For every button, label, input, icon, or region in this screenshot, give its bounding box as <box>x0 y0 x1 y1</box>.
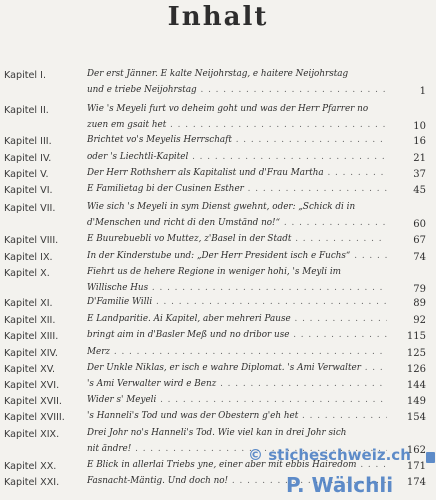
chapter-title-line: Fiehrt us de hehere Regione in weniger hohi, 's Meyli im <box>87 267 341 277</box>
page-number: 162 <box>406 444 426 456</box>
page-number: 149 <box>406 396 426 407</box>
page-number: 89 <box>413 298 426 309</box>
chapter-title <box>87 361 387 377</box>
chapter-title-line: In der Kinderstube und: „Der Herr President isch e Fuchs“ . . . <box>87 249 387 265</box>
chapter-label: Kapitel III. <box>4 136 52 147</box>
page-number: 144 <box>406 380 426 391</box>
chapter-title-line: Der Herr Rothsherr als Kapitalist und d'Frau Martha . . . <box>87 166 387 182</box>
chapter-label: Kapitel XV. <box>4 364 56 375</box>
chapter-title <box>87 166 387 182</box>
chapter-label: Kapitel X. <box>4 268 50 279</box>
chapter-title-line: E Landparitie. Ai Kapitel, aber mehreri Pause . . . <box>87 312 387 328</box>
chapter-title-line: Der erst Jänner. E kalte Neijohrstag, e haitere Neijohrstag <box>87 69 349 79</box>
chapter-title <box>87 133 387 149</box>
chapter-label: Kapitel XI. <box>4 298 53 309</box>
chapter-title-line: Brichtet vo's Meyelis Herrschaft . . . <box>87 133 387 149</box>
page-number: 174 <box>406 477 426 488</box>
chapter-title-line: d'Menschen und richt di den Umständ no!“ . . . <box>87 216 387 232</box>
chapter-label: Kapitel II. <box>4 105 49 116</box>
chapter-label: Kapitel IV. <box>4 153 52 164</box>
chapter-title-line: Merz . . . <box>87 345 387 361</box>
watermark-site: © sticheschweiz.ch <box>248 446 411 464</box>
page-number: 16 <box>413 136 426 147</box>
chapter-title-line: E Blick in allerlai Triebs yne, einer aber mit ebbis Hairedom . . . <box>87 458 387 474</box>
chapter-label: Kapitel VI. <box>4 185 53 196</box>
chapter-title-line: Drei Johr no's Hanneli's Tod. Wie viel kan in drei Johr sich <box>87 428 347 438</box>
chapter-label: Kapitel XVIII. <box>4 412 65 423</box>
page-number: 74 <box>413 252 426 263</box>
page-number: 79 <box>413 283 426 295</box>
chapter-title-line: Der Unkle Niklas, er isch e wahre Diplomat. 's Ami Verwalter . . . <box>87 361 387 377</box>
chapter-title <box>87 200 387 231</box>
chapter-title-line: und e triebe Neijohrstag . . . <box>87 83 387 99</box>
page-number: 60 <box>413 218 426 230</box>
chapter-title <box>87 150 387 166</box>
chapter-label: Kapitel XIX. <box>4 429 60 440</box>
chapter-label: Kapitel XIV. <box>4 348 58 359</box>
chapter-label: Kapitel I. <box>4 70 47 81</box>
chapter-label: Kapitel XXI. <box>4 477 60 488</box>
watermark-logo-icon <box>426 452 435 463</box>
chapter-title-line: 's Ami Verwalter wird e Benz . . . <box>87 377 387 393</box>
chapter-label: Kapitel XII. <box>4 315 56 326</box>
chapter-title-line: Wie sich 's Meyeli in sym Dienst gwehnt, oder: „Schick di in <box>87 202 356 212</box>
chapter-title-line: oder 's Liechtli-Kapitel . . . <box>87 150 387 166</box>
page-number: 126 <box>406 364 426 375</box>
chapter-label: Kapitel V. <box>4 169 49 180</box>
chapter-title-line: nit ändre! . . . <box>87 442 387 458</box>
page-number: 37 <box>413 169 426 180</box>
chapter-title <box>87 232 387 248</box>
page-number: 154 <box>406 412 426 423</box>
page-number: 10 <box>413 120 426 132</box>
chapter-label: Kapitel XX. <box>4 461 57 472</box>
chapter-label: Kapitel VII. <box>4 203 56 214</box>
chapter-title-line: Fasnacht-Mäntig. Und doch no! . . . <box>87 474 387 490</box>
chapter-label: Kapitel VIII. <box>4 235 59 246</box>
chapter-title-line: zuen em gsait het . . . <box>87 118 387 134</box>
page-number: 45 <box>413 185 426 196</box>
chapter-title-line: Wider s' Meyeli . . . <box>87 393 387 409</box>
chapter-title <box>87 328 387 344</box>
chapter-title <box>87 182 387 198</box>
page-number: 115 <box>406 331 426 342</box>
page-number: 21 <box>413 153 426 164</box>
chapter-title-line: bringt aim in d'Basler Meß und no dribor use . . . <box>87 328 387 344</box>
chapter-title <box>87 377 387 393</box>
chapter-title <box>87 393 387 409</box>
chapter-title-line: E Buurebuebli vo Muttez, z'Basel in der Stadt . . . <box>87 232 387 248</box>
watermark-author: P. Wälchli <box>286 473 394 497</box>
chapter-title <box>87 102 387 133</box>
chapter-title <box>87 345 387 361</box>
page-title: Inhalt <box>167 2 269 32</box>
chapter-title-line: Wie 's Meyeli furt vo deheim goht und was der Herr Pfarrer no <box>87 104 369 114</box>
chapter-title-line: E Familietag bi der Cusinen Esther . . . <box>87 182 387 198</box>
chapter-label: Kapitel XIII. <box>4 331 59 342</box>
chapter-title <box>87 249 387 265</box>
page-number: 67 <box>413 235 426 246</box>
page-number: 171 <box>406 461 426 472</box>
chapter-title <box>87 409 387 425</box>
page-number: 1 <box>419 85 426 97</box>
chapter-title <box>87 295 387 311</box>
chapter-title-line: Willische Hus . . . <box>87 281 387 297</box>
chapter-label: Kapitel XVII. <box>4 396 62 407</box>
chapter-title-line: 's Hanneli's Tod und was der Obestern g'eh het . . . <box>87 409 387 425</box>
chapter-label: Kapitel IX. <box>4 252 53 263</box>
page-number: 125 <box>406 348 426 359</box>
chapter-title-line: D'Familie Willi . . . <box>87 295 387 311</box>
chapter-label: Kapitel XVI. <box>4 380 60 391</box>
chapter-title <box>87 312 387 328</box>
chapter-title <box>87 67 387 98</box>
chapter-title <box>87 265 387 296</box>
page-number: 92 <box>413 315 426 326</box>
